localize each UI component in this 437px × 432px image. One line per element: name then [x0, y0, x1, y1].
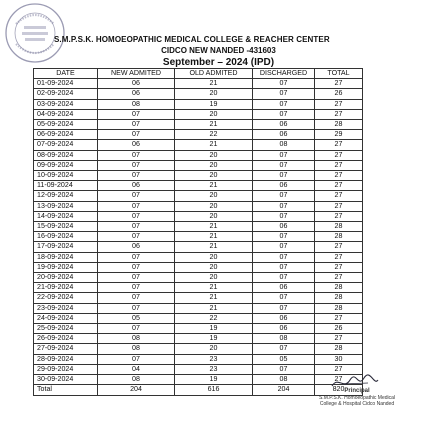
row-new-admited: 07 [98, 201, 175, 211]
row-new-admited: 07 [98, 303, 175, 313]
table-row [34, 293, 363, 303]
row-new-admited: 07 [98, 150, 175, 160]
row-total: 27 [315, 160, 363, 170]
row-discharged: 08 [253, 375, 315, 385]
principal-title: Principal [344, 388, 370, 394]
row-date: 13-09-2024 [34, 201, 98, 211]
row-old-admited: 21 [175, 181, 253, 191]
row-old-admited: 21 [175, 232, 253, 242]
total-new: 204 [98, 385, 175, 395]
table-row [34, 171, 363, 181]
table-row [34, 313, 363, 323]
table-row [34, 232, 363, 242]
row-new-admited: 08 [98, 99, 175, 109]
table-row [34, 334, 363, 344]
row-old-admited: 20 [175, 252, 253, 262]
row-old-admited: 20 [175, 262, 253, 272]
row-old-admited: 19 [175, 99, 253, 109]
row-date: 30-09-2024 [34, 375, 98, 385]
row-old-admited: 20 [175, 191, 253, 201]
row-date: 26-09-2024 [34, 334, 98, 344]
table-row [34, 222, 363, 232]
row-total: 28 [315, 120, 363, 130]
row-date: 25-09-2024 [34, 324, 98, 334]
row-old-admited: 19 [175, 375, 253, 385]
row-new-admited: 06 [98, 89, 175, 99]
row-new-admited: 07 [98, 160, 175, 170]
report-title: September – 2024 (IPD) [162, 57, 275, 68]
row-discharged: 07 [253, 99, 315, 109]
row-new-admited: 07 [98, 130, 175, 140]
row-old-admited: 21 [175, 242, 253, 252]
row-total: 27 [315, 191, 363, 201]
table-row [34, 150, 363, 160]
stamp-line-1: S.M.P.S.K. Homoeopathic Medical [318, 394, 396, 401]
row-new-admited: 07 [98, 191, 175, 201]
row-total: 29 [315, 130, 363, 140]
row-date: 24-09-2024 [34, 313, 98, 323]
row-discharged: 07 [253, 201, 315, 211]
table-header-row [34, 69, 363, 79]
row-new-admited: 08 [98, 344, 175, 354]
row-old-admited: 20 [175, 89, 253, 99]
column-header: DISCHARGED [253, 69, 315, 79]
row-date: 20-09-2024 [34, 273, 98, 283]
table-row [34, 354, 363, 364]
row-date: 08-09-2024 [34, 150, 98, 160]
row-old-admited: 19 [175, 324, 253, 334]
row-old-admited: 20 [175, 150, 253, 160]
row-date: 11-09-2024 [34, 181, 98, 191]
row-discharged: 07 [253, 262, 315, 272]
total-label: Total [34, 385, 98, 395]
row-total: 27 [315, 252, 363, 262]
row-total: 27 [315, 109, 363, 119]
row-total: 28 [315, 293, 363, 303]
row-discharged: 07 [253, 364, 315, 374]
row-new-admited: 05 [98, 313, 175, 323]
row-old-admited: 21 [175, 293, 253, 303]
row-discharged: 06 [253, 313, 315, 323]
row-date: 14-09-2024 [34, 211, 98, 221]
table-row [34, 89, 363, 99]
row-new-admited: 06 [98, 181, 175, 191]
row-date: 05-09-2024 [34, 120, 98, 130]
row-discharged: 06 [253, 222, 315, 232]
row-discharged: 07 [253, 171, 315, 181]
row-old-admited: 20 [175, 273, 253, 283]
table-row [34, 130, 363, 140]
row-date: 04-09-2024 [34, 109, 98, 119]
table-row [34, 120, 363, 130]
row-date: 06-09-2024 [34, 130, 98, 140]
row-date: 23-09-2024 [34, 303, 98, 313]
row-new-admited: 07 [98, 324, 175, 334]
table-row [34, 283, 363, 293]
table-row [34, 109, 363, 119]
row-discharged: 07 [253, 252, 315, 262]
row-date: 07-09-2024 [34, 140, 98, 150]
row-total: 27 [315, 334, 363, 344]
row-total: 27 [315, 273, 363, 283]
row-total: 26 [315, 324, 363, 334]
row-discharged: 07 [253, 109, 315, 119]
ipd-table [33, 68, 363, 396]
row-discharged: 08 [253, 334, 315, 344]
row-old-admited: 20 [175, 160, 253, 170]
row-new-admited: 08 [98, 375, 175, 385]
row-new-admited: 07 [98, 273, 175, 283]
principal-stamp [292, 388, 422, 408]
row-total: 28 [315, 232, 363, 242]
row-old-admited: 23 [175, 364, 253, 374]
column-header: NEW ADMITED [98, 69, 175, 79]
row-new-admited: 07 [98, 211, 175, 221]
row-date: 19-09-2024 [34, 262, 98, 272]
row-old-admited: 22 [175, 130, 253, 140]
row-date: 29-09-2024 [34, 364, 98, 374]
row-old-admited: 21 [175, 120, 253, 130]
row-new-admited: 07 [98, 232, 175, 242]
row-discharged: 06 [253, 181, 315, 191]
row-new-admited: 06 [98, 242, 175, 252]
row-new-admited: 07 [98, 354, 175, 364]
row-discharged: 07 [253, 303, 315, 313]
table-row [34, 273, 363, 283]
row-date: 21-09-2024 [34, 283, 98, 293]
row-total: 27 [315, 262, 363, 272]
row-date: 01-09-2024 [34, 79, 98, 89]
row-new-admited: 07 [98, 109, 175, 119]
college-name: S.M.P.S.K. HOMOEOPATHIC MEDICAL COLLEGE & REACHER CENTER [54, 35, 330, 44]
row-discharged: 07 [253, 232, 315, 242]
row-date: 27-09-2024 [34, 344, 98, 354]
row-total: 27 [315, 313, 363, 323]
table-row [34, 79, 363, 89]
row-discharged: 06 [253, 120, 315, 130]
row-discharged: 05 [253, 354, 315, 364]
row-date: 22-09-2024 [34, 293, 98, 303]
row-discharged: 07 [253, 160, 315, 170]
row-total: 27 [315, 375, 363, 385]
row-total: 30 [315, 354, 363, 364]
row-new-admited: 06 [98, 79, 175, 89]
row-total: 27 [315, 242, 363, 252]
row-total: 28 [315, 303, 363, 313]
row-discharged: 06 [253, 283, 315, 293]
row-date: 18-09-2024 [34, 252, 98, 262]
row-old-admited: 21 [175, 140, 253, 150]
row-new-admited: 08 [98, 334, 175, 344]
row-total: 27 [315, 364, 363, 374]
row-old-admited: 21 [175, 283, 253, 293]
row-old-admited: 20 [175, 109, 253, 119]
row-new-admited: 07 [98, 293, 175, 303]
college-address: CIDCO NEW NANDED -431603 [161, 46, 276, 55]
row-total: 26 [315, 89, 363, 99]
row-new-admited: 07 [98, 283, 175, 293]
row-old-admited: 19 [175, 334, 253, 344]
row-discharged: 07 [253, 293, 315, 303]
table-row [34, 201, 363, 211]
row-discharged: 07 [253, 79, 315, 89]
row-old-admited: 21 [175, 303, 253, 313]
row-total: 27 [315, 201, 363, 211]
row-old-admited: 20 [175, 171, 253, 181]
row-date: 10-09-2024 [34, 171, 98, 181]
signature-block [292, 372, 422, 422]
total-discharged: 204 [253, 385, 315, 395]
table-row [34, 344, 363, 354]
table-row [34, 303, 363, 313]
row-old-admited: 23 [175, 354, 253, 364]
table-body [34, 79, 363, 385]
row-date: 17-09-2024 [34, 242, 98, 252]
row-total: 27 [315, 211, 363, 221]
row-discharged: 07 [253, 344, 315, 354]
row-date: 12-09-2024 [34, 191, 98, 201]
row-date: 02-09-2024 [34, 89, 98, 99]
row-new-admited: 04 [98, 364, 175, 374]
row-total: 27 [315, 150, 363, 160]
row-discharged: 08 [253, 140, 315, 150]
row-total: 27 [315, 79, 363, 89]
column-header: OLD ADMITED [175, 69, 253, 79]
table-row [34, 324, 363, 334]
row-new-admited: 07 [98, 252, 175, 262]
row-total: 27 [315, 140, 363, 150]
table-row [34, 242, 363, 252]
row-old-admited: 20 [175, 344, 253, 354]
row-total: 28 [315, 283, 363, 293]
total-total: 820 [315, 385, 363, 395]
row-date: 16-09-2024 [34, 232, 98, 242]
row-old-admited: 20 [175, 201, 253, 211]
row-new-admited: 06 [98, 140, 175, 150]
table-row [34, 181, 363, 191]
row-old-admited: 21 [175, 222, 253, 232]
row-total: 27 [315, 181, 363, 191]
row-discharged: 07 [253, 191, 315, 201]
table-row [34, 160, 363, 170]
column-header: TOTAL [315, 69, 363, 79]
total-old: 616 [175, 385, 253, 395]
table-row [34, 99, 363, 109]
table-row [34, 211, 363, 221]
row-date: 15-09-2024 [34, 222, 98, 232]
row-old-admited: 21 [175, 79, 253, 89]
row-date: 09-09-2024 [34, 160, 98, 170]
table-row [34, 252, 363, 262]
row-new-admited: 07 [98, 262, 175, 272]
table-row [34, 191, 363, 201]
row-total: 28 [315, 344, 363, 354]
row-discharged: 07 [253, 273, 315, 283]
row-discharged: 06 [253, 324, 315, 334]
row-discharged: 07 [253, 89, 315, 99]
row-new-admited: 07 [98, 171, 175, 181]
row-total: 28 [315, 222, 363, 232]
row-new-admited: 07 [98, 120, 175, 130]
row-date: 03-09-2024 [34, 99, 98, 109]
row-discharged: 06 [253, 130, 315, 140]
column-header: DATE [34, 69, 98, 79]
table-row [34, 140, 363, 150]
stamp-line-2: College & Hospital Cidco Nanded [319, 401, 395, 407]
row-discharged: 07 [253, 242, 315, 252]
row-discharged: 07 [253, 150, 315, 160]
row-old-admited: 20 [175, 211, 253, 221]
row-total: 27 [315, 99, 363, 109]
row-total: 27 [315, 171, 363, 181]
row-date: 28-09-2024 [34, 354, 98, 364]
row-discharged: 07 [253, 211, 315, 221]
row-new-admited: 07 [98, 222, 175, 232]
table-row [34, 262, 363, 272]
row-old-admited: 22 [175, 313, 253, 323]
